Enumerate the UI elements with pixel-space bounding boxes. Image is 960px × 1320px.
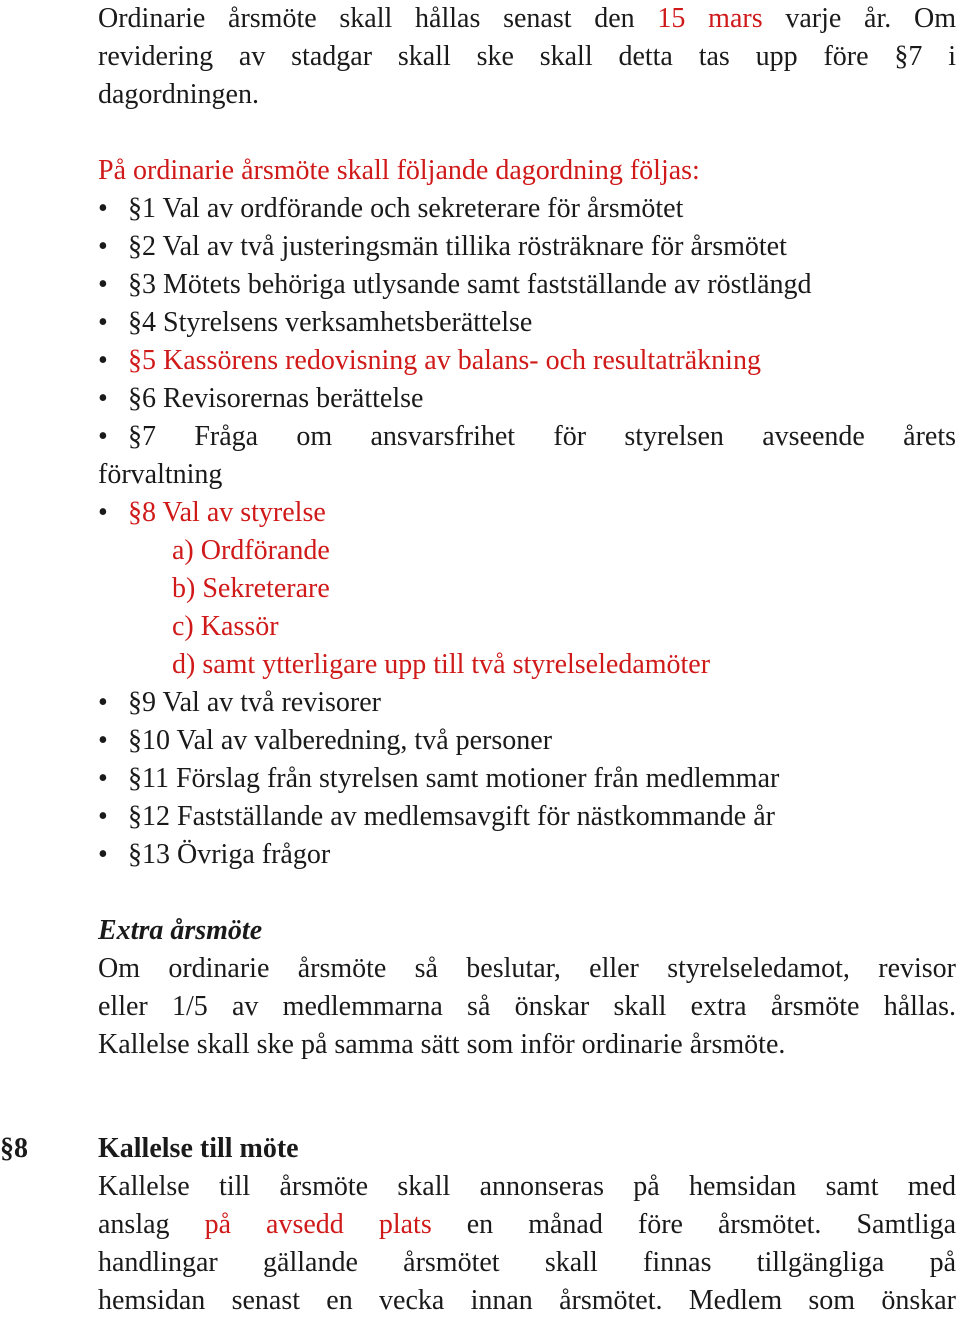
extra-line-1: Om ordinarie årsmöte så beslutar, eller styrelseledamot, revisor (98, 953, 956, 984)
agenda-item-9: §9 Val av två revisorer (128, 687, 381, 718)
bullet-3: • (98, 269, 108, 300)
agenda-item-6: §6 Revisorernas berättelse (128, 383, 424, 414)
agenda-item-7 (128, 418, 956, 456)
bullet-4: • (98, 307, 108, 338)
agenda-item-8: §8 Val av styrelse (128, 497, 326, 528)
bullet-8: • (98, 497, 108, 528)
agenda-item-3: §3 Mötets behöriga utlysande samt fastställande av röstlängd (128, 269, 812, 300)
agenda-item-2: §2 Val av två justeringsmän tillika rösträknare för årsmötet (128, 231, 787, 262)
notice-place: på avsedd plats (204, 1209, 432, 1240)
bullet-10: • (98, 725, 108, 756)
meeting-deadline: 15 mars (657, 3, 763, 34)
bullet-11: • (98, 763, 108, 794)
bullet-9: • (98, 687, 108, 718)
bullet-13: • (98, 839, 108, 870)
intro-line-1 (98, 0, 956, 38)
section-line-1: Kallelse till årsmöte skall annonseras på hemsidan samt med (98, 1171, 956, 1202)
extra-meeting-heading: Extra årsmöte (98, 915, 263, 946)
subitem-a: a) Ordförande (172, 535, 330, 566)
agenda-item-7-continuation: förvaltning (98, 459, 223, 490)
agenda-item-13: §13 Övriga frågor (128, 839, 331, 870)
bullet-7: • (98, 421, 108, 452)
subitem-b: b) Sekreterare (172, 573, 330, 604)
bullet-6: • (98, 383, 108, 414)
section-line-3: handlingar gällande årsmötet skall finnas tillgängliga på (98, 1247, 956, 1278)
agenda-item-4: §4 Styrelsens verksamhetsberättelse (128, 307, 533, 338)
subitem-c: c) Kassör (172, 611, 279, 642)
agenda-item-7-text: §7 Fråga om ansvarsfrihet för styrelsen avseende årets (128, 421, 956, 452)
section-line-2 (98, 1206, 956, 1244)
section-line-4: hemsidan senast en vecka innan årsmötet. Medlem som önskar (98, 1285, 956, 1316)
bullet-2: • (98, 231, 108, 262)
agenda-item-12: §12 Fastställande av medlemsavgift för nästkommande år (128, 801, 775, 832)
extra-line-2: eller 1/5 av medlemmarna så önskar skall extra årsmöte hållas. (98, 991, 956, 1022)
intro-line-3: dagordningen. (98, 79, 259, 110)
intro-text-a: Ordinarie årsmöte skall hållas senast den (98, 3, 658, 34)
agenda-heading: På ordinarie årsmöte skall följande dagordning följas: (98, 155, 700, 186)
agenda-item-11: §11 Förslag från styrelsen samt motioner från medlemmar (128, 763, 780, 794)
intro-line-2: revidering av stadgar skall ske skall detta tas upp före §7 i (98, 41, 956, 72)
agenda-item-10: §10 Val av valberedning, två personer (128, 725, 553, 756)
bullet-12: • (98, 801, 108, 832)
agenda-item-5: §5 Kassörens redovisning av balans- och resultaträkning (128, 345, 761, 376)
extra-line-3: Kallelse skall ske på samma sätt som inför ordinarie årsmöte. (98, 1029, 786, 1060)
section-heading: Kallelse till möte (98, 1133, 299, 1164)
section-line-2-b: en månad före årsmötet. Samtliga (431, 1209, 957, 1240)
bullet-5: • (98, 345, 108, 376)
section-number: §8 (0, 1133, 28, 1164)
subitem-d: d) samt ytterligare upp till två styrelseledamöter (172, 649, 711, 680)
bullet-1: • (98, 193, 108, 224)
intro-text-b: varje år. Om (762, 3, 956, 34)
agenda-item-1: §1 Val av ordförande och sekreterare för årsmötet (128, 193, 684, 224)
section-line-2-a: anslag (98, 1209, 205, 1240)
